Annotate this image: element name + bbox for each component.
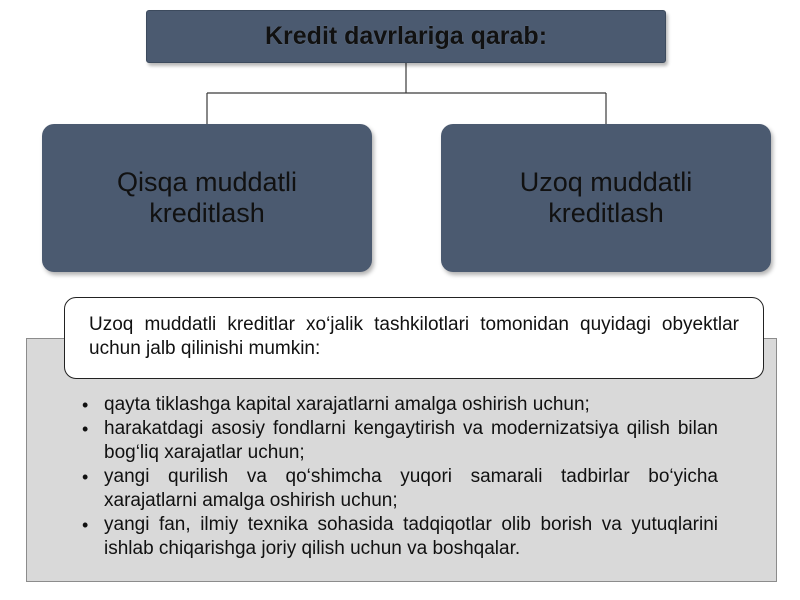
note-text: Uzoq muddatli kreditlar xo‘jalik tashkilotlari tomonidan quyidagi obyektlar uchun jalb qilinishi mumkin: xyxy=(89,314,739,359)
branch-long-term xyxy=(441,124,771,272)
list-item-text: qayta tiklashga kapital xarajatlarni amalga oshirish uchun; xyxy=(104,394,590,415)
list-item xyxy=(82,417,718,465)
bullet-icon: • xyxy=(82,515,89,535)
bullet-icon: • xyxy=(82,419,89,439)
list-item xyxy=(82,465,718,513)
list-item-text: harakatdagi asosiy fondlarni kengaytirish va modernizatsiya qilish bilan bog‘liq xarajatlar uchun; xyxy=(104,418,718,463)
list-item-text: yangi qurilish va qo‘shimcha yuqori samarali tadbirlar bo‘yicha xarajatlarni amalga oshirish uchun; xyxy=(104,466,718,511)
list-item xyxy=(82,513,718,561)
branch-short-term xyxy=(42,124,372,272)
bullet-list xyxy=(82,393,718,561)
list-item xyxy=(82,393,718,417)
diagram-title: Kredit davrlariga qarab: xyxy=(146,10,666,63)
branch-short-term-label: Qisqa muddatli kreditlash xyxy=(116,167,298,228)
note-callout xyxy=(64,297,764,379)
branch-long-term-label: Uzoq muddatli kreditlash xyxy=(519,167,693,228)
bullet-icon: • xyxy=(82,467,89,487)
list-item-text: yangi fan, ilmiy texnika sohasida tadqiqotlar olib borish va yutuqlarini ishlab chiqarishga joriy qilish uchun va boshqalar. xyxy=(104,514,718,559)
bullet-icon: • xyxy=(82,395,89,415)
